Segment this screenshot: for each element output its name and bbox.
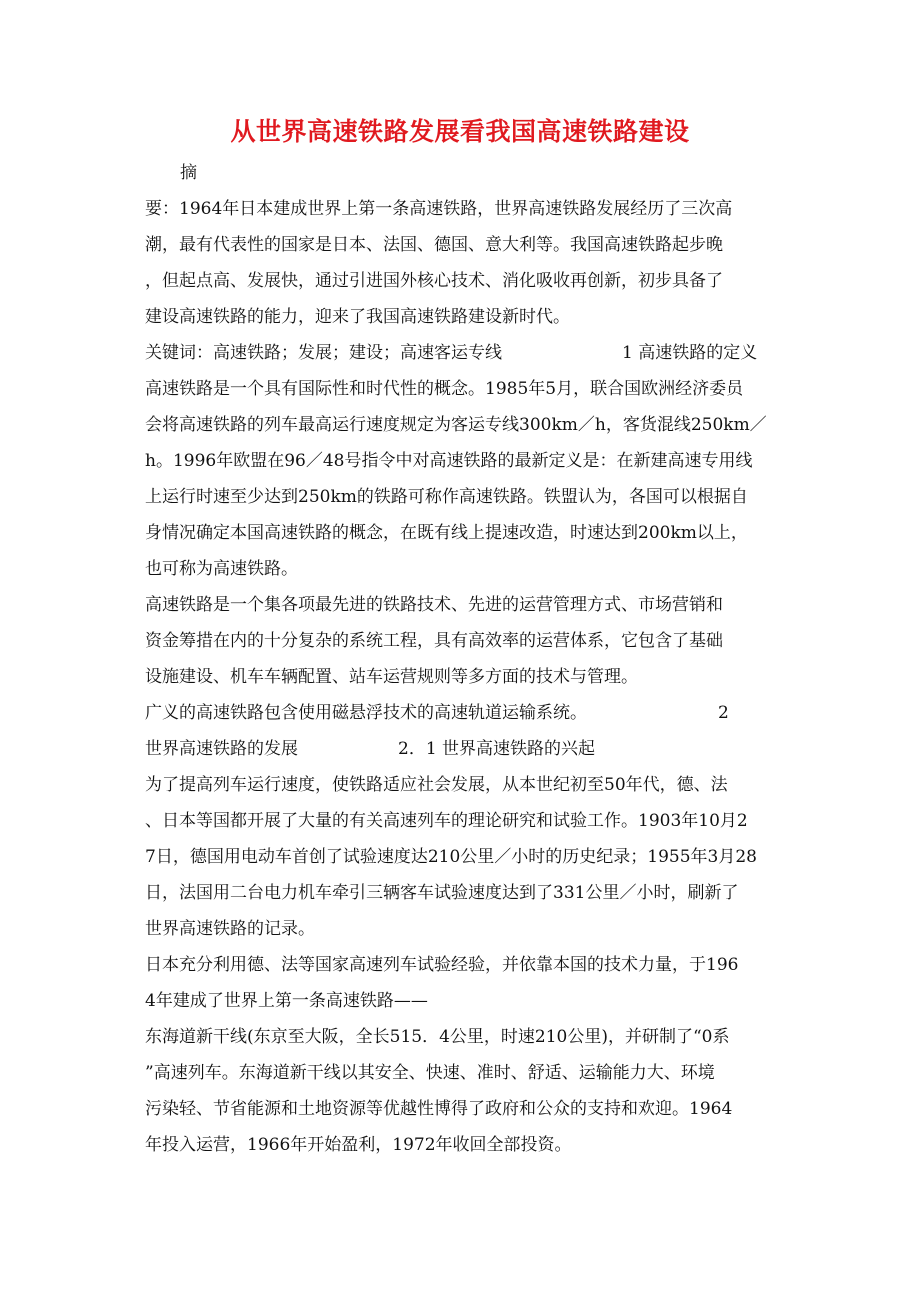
paragraph-line: 高速铁路是一个集各项最先进的铁路技术、先进的运营管理方式、市场营销和 bbox=[145, 595, 723, 615]
paragraph-line: 4年建成了世界上第一条高速铁路—— bbox=[145, 991, 428, 1011]
paragraph-line: 7日，德国用电动车首创了试验速度达210公里／小时的历史纪录；1955年3月28 bbox=[145, 847, 757, 867]
paragraph-line: 污染轻、节省能源和土地资源等优越性博得了政府和公众的支持和欢迎。1964 bbox=[145, 1099, 733, 1119]
section-heading-2: 世界高速铁路的发展 bbox=[145, 739, 298, 759]
paragraph-line: 年投入运营，1966年开始盈利，1972年收回全部投资。 bbox=[145, 1135, 572, 1155]
document-title: 从世界高速铁路发展看我国高速铁路建设 bbox=[230, 117, 690, 146]
paragraph-line: 、日本等国都开展了大量的有关高速列车的理论研究和试验工作。1903年10月2 bbox=[145, 811, 748, 831]
paragraph-line: 身情况确定本国高速铁路的概念，在既有线上提速改造，时速达到200km以上， bbox=[145, 523, 748, 543]
paragraph-line: 上运行时速至少达到250km的铁路可称作高速铁路。铁盟认为，各国可以根据自 bbox=[145, 487, 748, 507]
abstract-line: 建设高速铁路的能力，迎来了我国高速铁路建设新时代。 bbox=[145, 307, 570, 327]
paragraph-line: 资金筹措在内的十分复杂的系统工程，具有高效率的运营体系，它包含了基础 bbox=[145, 631, 723, 651]
paragraph-line: 设施建设、机车车辆配置、站车运营规则等多方面的技术与管理。 bbox=[145, 667, 638, 687]
paragraph-line: 广义的高速铁路包含使用磁悬浮技术的高速轨道运输系统。 bbox=[145, 703, 587, 723]
paragraph-line: 高速铁路是一个具有国际性和时代性的概念。1985年5月，联合国欧洲经济委员 bbox=[145, 379, 744, 399]
abstract-line: 要：1964年日本建成世界上第一条高速铁路，世界高速铁路发展经历了三次高 bbox=[145, 199, 733, 219]
abstract-line: ，但起点高、发展快，通过引进国外核心技术、消化吸收再创新，初步具备了 bbox=[145, 271, 723, 291]
paragraph-line: 东海道新干线(东京至大阪，全长515．4公里，时速210公里)，并研制了“0系 bbox=[145, 1027, 730, 1047]
paragraph-line: 世界高速铁路的记录。 bbox=[145, 919, 315, 939]
paragraph-line: 为了提高列车运行速度，使铁路适应社会发展，从本世纪初至50年代，德、法 bbox=[145, 775, 728, 795]
abstract-line: 潮，最有代表性的国家是日本、法国、德国、意大利等。我国高速铁路起步晚 bbox=[145, 235, 723, 255]
section-heading-1: 1 高速铁路的定义 bbox=[622, 343, 758, 363]
abstract-label-start: 摘 bbox=[180, 163, 197, 183]
paragraph-line: h。1996年欧盟在96／48号指令中对高速铁路的最新定义是：在新建高速专用线 bbox=[145, 451, 753, 471]
paragraph-line: 日本充分利用德、法等国家高速列车试验经验，并依靠本国的技术力量，于196 bbox=[145, 955, 739, 975]
paragraph-line: 会将高速铁路的列车最高运行速度规定为客运专线300km／h，客货混线250km／ bbox=[145, 415, 767, 435]
section-number-2: 2 bbox=[718, 703, 729, 723]
paragraph-line: 日，法国用二台电力机车牵引三辆客车试验速度达到了331公里／小时，刷新了 bbox=[145, 883, 739, 903]
paragraph-line: ”高速列车。东海道新干线以其安全、快速、准时、舒适、运输能力大、环境 bbox=[145, 1063, 715, 1083]
subsection-heading-2-1: 2．1 世界高速铁路的兴起 bbox=[398, 739, 596, 759]
keywords-line: 关键词：高速铁路；发展；建设；高速客运专线 bbox=[145, 343, 502, 363]
paragraph-line: 也可称为高速铁路。 bbox=[145, 559, 298, 579]
